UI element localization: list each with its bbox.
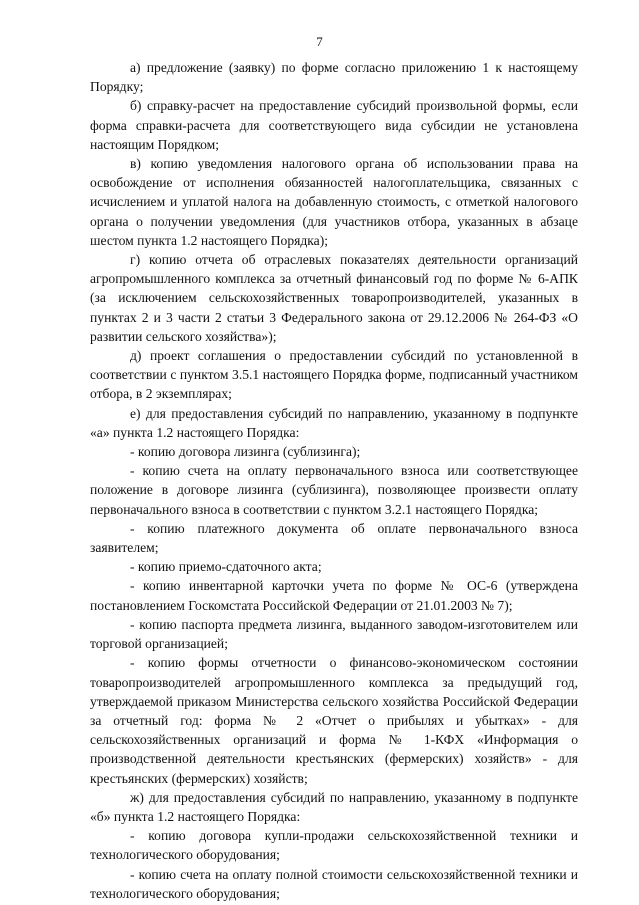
list-item: - копию инвентарной карточки учета по форме № ОС-6 (утверждена постановлением Госкомстата Российской Федерации от 21.01.2003 № 7);	[90, 578, 578, 613]
list-item: - копию договора купли-продажи сельскохозяйственной техники и технологического оборудования;	[90, 828, 578, 863]
paragraph-item-a: а) предложение (заявку) по форме согласно приложению 1 к настоящему Порядку;	[90, 60, 578, 95]
paragraph-item-g: г) копию отчета об отраслевых показателях деятельности организаций агропромышленного комплекса за отчетный финансовый год по форме № 6-АПК (за исключением сельскохозяйственных товаропроизводителей, указанных в пунктах 2 и 3 части 2 статьи 3 Федерального закона от 29.12.2006 № 264-ФЗ «О развитии сельского хозяйства»);	[90, 252, 578, 344]
paragraph-item-b: б) справку-расчет на предоставление субсидий произвольной формы, если форма справки-расчета для соответствующего вида субсидии не установлена настоящим Порядком;	[90, 98, 578, 152]
page-number: 7	[316, 34, 323, 49]
document-body	[90, 58, 578, 903]
list-item: - копию платежного документа об оплате первоначального взноса заявителем;	[90, 520, 578, 556]
list-item: - копию договора лизинга (сублизинга);	[130, 444, 361, 460]
paragraph-item-zh: ж) для предоставления субсидий по направлению, указанному в подпункте «б» пункта 1.2 настоящего Порядка:	[90, 789, 578, 824]
list-item: - копию счета на оплату первоначального взноса или соответствующее положение в договоре лизинга (сублизинга), позволяющее произвести оплату первоначального взноса в соответствии с пунктом 3.2.1 настоящего Порядка;	[90, 463, 578, 517]
list-item: - копию формы отчетности о финансово-экономическом состоянии товаропроизводителей агропромышленного комплекса за предыдущий год, утверждаемой приказом Министерства сельского хозяйства Российской Федерации за отчетный год: форма № 2 «Отчет о прибылях и убытках» - для сельскохозяйственных организаций и форма № 1-КФХ «Информация о производственной деятельности крестьянских (фермерских) хозяйств» - для крестьянских (фермерских) хозяйств;	[90, 655, 578, 786]
paragraph-item-e: е) для предоставления субсидий по направлению, указанному в подпункте «а» пункта 1.2 настоящего Порядка:	[90, 405, 578, 440]
list-item: - копию приемо-сдаточного акта;	[130, 559, 322, 575]
paragraph-item-d: д) проект соглашения о предоставлении субсидий по установленной в соответствии с пунктом 3.5.1 настоящего Порядка форме, подписанный участником отбора, в 2 экземплярах;	[90, 348, 578, 402]
paragraph-item-v: в) копию уведомления налогового органа об использовании права на освобождение от исполнения обязанностей налогоплательщика, связанных с исчислением и уплатой налога на добавленную стоимость, с отметкой налогового органа о получении уведомления (для участников отбора, указанных в абзаце шестом пункта 1.2 настоящего Порядка);	[90, 156, 578, 248]
list-item: - копию паспорта предмета лизинга, выданного заводом-изготовителем или торговой организацией;	[90, 616, 578, 652]
list-item: - копию счета на оплату полной стоимости сельскохозяйственной техники и технологического оборудования;	[90, 866, 578, 901]
